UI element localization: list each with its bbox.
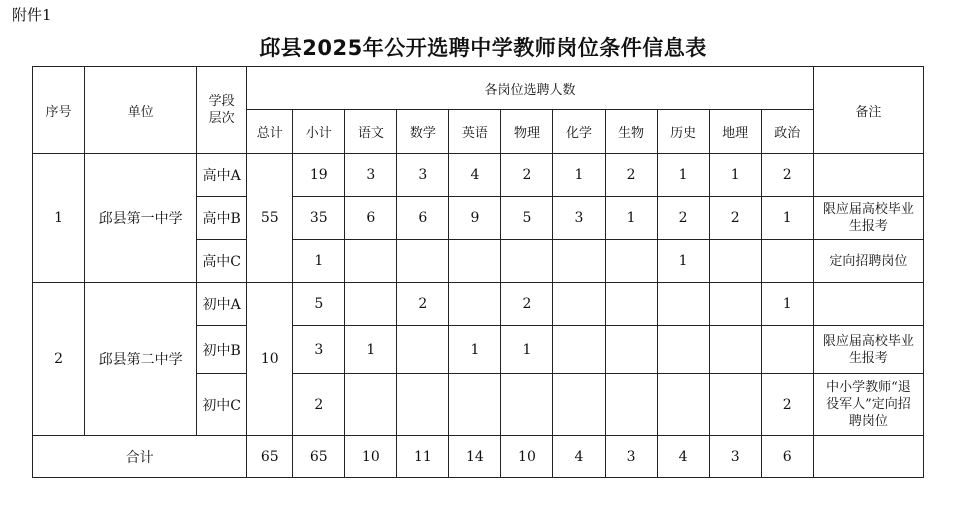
header-subtotal: 小计	[293, 110, 345, 154]
subject-cell	[761, 326, 813, 374]
totals-subject: 4	[657, 436, 709, 478]
header-subject: 政治	[761, 110, 813, 154]
remark-cell: 定向招聘岗位	[813, 240, 923, 283]
subtotal-cell: 3	[293, 326, 345, 374]
subject-cell: 3	[345, 154, 397, 197]
header-subject: 英语	[449, 110, 501, 154]
unit-cell: 邱县第一中学	[85, 154, 197, 283]
subject-cell	[709, 283, 761, 326]
subject-cell	[449, 374, 501, 436]
subject-cell: 2	[761, 374, 813, 436]
subject-cell	[397, 374, 449, 436]
subject-cell: 2	[397, 283, 449, 326]
totals-total: 65	[247, 436, 293, 478]
header-subject: 数学	[397, 110, 449, 154]
subject-cell	[605, 240, 657, 283]
subject-cell: 1	[761, 283, 813, 326]
header-subject: 化学	[553, 110, 605, 154]
table-row	[33, 154, 924, 197]
positions-table	[32, 66, 924, 478]
totals-subject: 3	[605, 436, 657, 478]
subject-cell: 2	[657, 197, 709, 240]
totals-subject: 3	[709, 436, 761, 478]
header-level-line2: 层次	[208, 111, 235, 126]
header-level	[197, 67, 247, 154]
subject-cell	[397, 326, 449, 374]
totals-remark	[813, 436, 923, 478]
remark-cell	[813, 154, 923, 197]
total-cell: 55	[247, 154, 293, 283]
subject-cell: 9	[449, 197, 501, 240]
subtotal-cell: 19	[293, 154, 345, 197]
level-cell: 初中B	[197, 326, 247, 374]
subject-cell: 2	[761, 154, 813, 197]
subject-cell	[605, 326, 657, 374]
header-subject: 生物	[605, 110, 657, 154]
totals-subject: 11	[397, 436, 449, 478]
totals-subject: 10	[345, 436, 397, 478]
subject-cell: 2	[501, 154, 553, 197]
subject-cell: 1	[657, 240, 709, 283]
header-subject: 语文	[345, 110, 397, 154]
subject-cell: 2	[501, 283, 553, 326]
subject-cell	[657, 283, 709, 326]
subtotal-cell: 35	[293, 197, 345, 240]
subject-cell: 3	[553, 197, 605, 240]
subject-cell	[709, 240, 761, 283]
subject-cell: 1	[709, 154, 761, 197]
subject-cell	[449, 240, 501, 283]
subject-cell	[345, 283, 397, 326]
subtotal-cell: 1	[293, 240, 345, 283]
header-seq: 序号	[33, 67, 85, 154]
subject-cell	[553, 374, 605, 436]
totals-subject: 6	[761, 436, 813, 478]
subject-cell	[761, 240, 813, 283]
remark-cell	[813, 283, 923, 326]
subject-cell: 1	[761, 197, 813, 240]
subject-cell	[657, 326, 709, 374]
subject-cell	[397, 240, 449, 283]
attachment-label: 附件1	[12, 6, 52, 24]
subject-cell	[709, 326, 761, 374]
subject-cell: 3	[397, 154, 449, 197]
level-cell: 高中A	[197, 154, 247, 197]
subject-cell	[709, 374, 761, 436]
remark-cell: 限应届高校毕业生报考	[813, 197, 923, 240]
subject-cell	[345, 374, 397, 436]
totals-subtotal: 65	[293, 436, 345, 478]
header-subject: 地理	[709, 110, 761, 154]
totals-label: 合计	[33, 436, 247, 478]
subject-cell: 6	[345, 197, 397, 240]
totals-subject: 10	[501, 436, 553, 478]
subtotal-cell: 5	[293, 283, 345, 326]
totals-subject: 4	[553, 436, 605, 478]
header-level-line1: 学段	[208, 94, 235, 109]
subject-cell: 1	[501, 326, 553, 374]
subject-cell: 1	[449, 326, 501, 374]
subject-cell	[605, 374, 657, 436]
unit-cell: 邱县第二中学	[85, 283, 197, 436]
total-cell: 10	[247, 283, 293, 436]
level-cell: 初中A	[197, 283, 247, 326]
header-remarks: 备注	[813, 67, 923, 154]
subject-cell: 5	[501, 197, 553, 240]
table-row	[33, 283, 924, 326]
subtotal-cell: 2	[293, 374, 345, 436]
header-subject: 历史	[657, 110, 709, 154]
subject-cell: 2	[605, 154, 657, 197]
subject-cell: 1	[657, 154, 709, 197]
subject-cell	[449, 283, 501, 326]
level-cell: 高中B	[197, 197, 247, 240]
seq-cell: 1	[33, 154, 85, 283]
subject-cell: 2	[709, 197, 761, 240]
subject-cell	[553, 326, 605, 374]
subject-cell	[345, 240, 397, 283]
subject-cell	[501, 374, 553, 436]
subject-cell	[657, 374, 709, 436]
seq-cell: 2	[33, 283, 85, 436]
header-unit: 单位	[85, 67, 197, 154]
header-group: 各岗位选聘人数	[247, 67, 814, 110]
level-cell: 初中C	[197, 374, 247, 436]
subject-cell: 6	[397, 197, 449, 240]
subject-cell	[553, 283, 605, 326]
subject-cell: 1	[345, 326, 397, 374]
subject-cell: 1	[553, 154, 605, 197]
subject-cell	[553, 240, 605, 283]
remark-cell: 中小学教师“退役军人”定向招聘岗位	[813, 374, 923, 436]
remark-cell: 限应届高校毕业生报考	[813, 326, 923, 374]
subject-cell	[501, 240, 553, 283]
subject-cell: 1	[605, 197, 657, 240]
level-cell: 高中C	[197, 240, 247, 283]
page-title: 邱县2025年公开选聘中学教师岗位条件信息表	[259, 36, 707, 60]
subject-cell	[605, 283, 657, 326]
totals-subject: 14	[449, 436, 501, 478]
header-total: 总计	[247, 110, 293, 154]
subject-cell: 4	[449, 154, 501, 197]
totals-row	[33, 436, 924, 478]
header-subject: 物理	[501, 110, 553, 154]
